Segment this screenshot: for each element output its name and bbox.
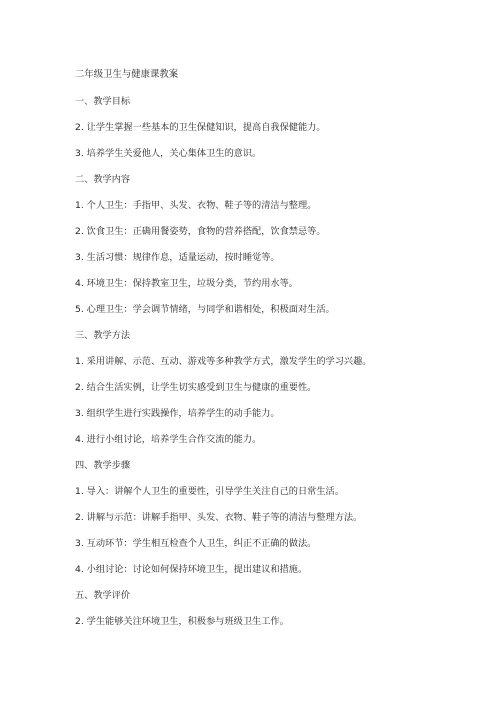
body-line: 2. 让学生掌握一些基本的卫生保健知识，提高自我保健能力。 xyxy=(75,122,326,133)
body-line: 3. 互动环节：学生相互检查个人卫生，纠正不正确的做法。 xyxy=(75,538,317,549)
body-line: 3. 培养学生关爱他人，关心集体卫生的意识。 xyxy=(75,148,262,159)
body-line: 1. 采用讲解、示范、互动、游戏等多种教学方式，激发学生的学习兴趣。 xyxy=(75,356,372,367)
body-line: 4. 环境卫生：保持教室卫生，垃圾分类，节约用水等。 xyxy=(75,278,298,289)
document-title: 二年级卫生与健康课教案 xyxy=(75,69,179,80)
body-line: 2. 讲解与示范：讲解手指甲、头发、衣物、鞋子等的清洁与整理方法。 xyxy=(75,512,363,523)
body-line: 1. 个人卫生：手指甲、头发、衣物、鞋子等的清洁与整理。 xyxy=(75,200,317,211)
body-line: 4. 小组讨论：讨论如何保持环境卫生，提出建议和措施。 xyxy=(75,564,308,575)
body-line: 2. 饮食卫生：正确用餐姿势，食物的营养搭配，饮食禁忌等。 xyxy=(75,226,326,237)
section-heading-objectives: 一、教学目标 xyxy=(75,96,131,107)
section-heading-methods: 三、教学方法 xyxy=(75,330,131,341)
body-line: 5. 心理卫生：学会调节情绪，与同学和谐相处，积极面对生活。 xyxy=(75,304,335,315)
body-line: 3. 生活习惯：规律作息，适量运动，按时睡觉等。 xyxy=(75,252,280,263)
body-line: 2. 学生能够关注环境卫生，积极参与班级卫生工作。 xyxy=(75,616,289,627)
section-heading-content: 二、教学内容 xyxy=(75,174,131,185)
body-line: 4. 进行小组讨论，培养学生合作交流的能力。 xyxy=(75,434,262,445)
section-heading-evaluation: 五、教学评价 xyxy=(75,590,131,601)
body-line: 1. 导入：讲解个人卫生的重要性，引导学生关注自己的日常生活。 xyxy=(75,486,344,497)
section-heading-steps: 四、教学步骤 xyxy=(75,460,131,471)
body-line: 3. 组织学生进行实践操作，培养学生的动手能力。 xyxy=(75,408,280,419)
body-line: 2. 结合生活实例，让学生切实感受到卫生与健康的重要性。 xyxy=(75,382,317,393)
